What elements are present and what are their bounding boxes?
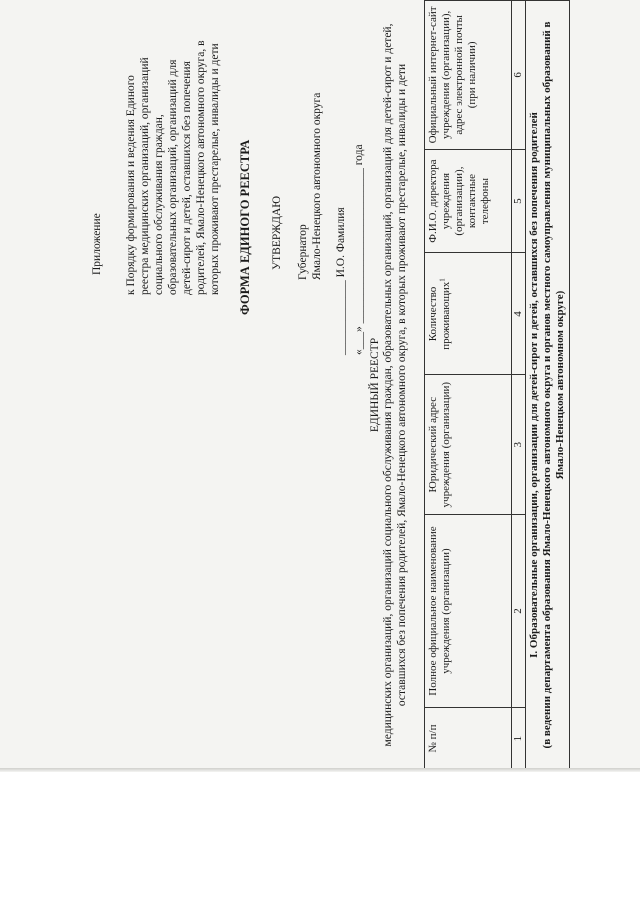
column-number-row <box>512 1 526 770</box>
section-note: (в ведении департамента образования Ямало-Ненецкого автономного округа и органов местного самоуправления муниципальных образований в Ямало-Ненецком автономном округе) <box>541 21 566 749</box>
section-title: I. Образовательные организации, организации для детей-сирот и детей, оставшихся без попечения родителей <box>528 112 540 658</box>
header-address: Юридический адрес учреждения (организации) <box>425 375 512 514</box>
column-number: 4 <box>512 253 526 375</box>
header-director: Ф.И.О. директора учреждения (организации), контактные телефоны <box>425 149 512 253</box>
registry-subtitle: медицинских организаций, организаций социального обслуживания граждан, образовательных организаций, организаций для детей-сирот и детей, оставшихся без попечения родителей, Ямало-Ненецкого автономного округа, в которых проживают престарелые, инвалиды и дети <box>382 23 408 747</box>
header-residents <box>425 253 512 375</box>
appendix-reference: к Порядку формирования и ведения Единого реестра медицинских организаций, организаций социального обслуживания граждан, образовательных организаций, организаций для детей-сирот и детей, оставшихся без попечения родителей, Ямало-Ненецкого автономного округа, в которых проживают престарелые, инвалиды и дети <box>125 40 221 295</box>
appendix-label: Приложение <box>91 213 103 275</box>
section-cell <box>526 1 570 770</box>
approval-heading: УТВЕРЖДАЮ <box>271 195 283 270</box>
date-line: «___» ___________________________ года <box>353 144 365 355</box>
form-title: ФОРМА ЕДИНОГО РЕЕСТРА <box>238 139 252 315</box>
approval-position: Губернатор <box>297 224 309 280</box>
column-number: 3 <box>512 375 526 514</box>
footnote-mark: 1 <box>438 278 447 282</box>
approval-region: Ямало-Ненецкого автономного округа <box>311 92 323 280</box>
registry-table <box>424 0 570 770</box>
column-number: 1 <box>512 708 526 770</box>
header-residents-text: Количество проживающих <box>427 281 452 350</box>
table-header-row <box>425 1 512 770</box>
column-number: 2 <box>512 514 526 707</box>
column-number: 6 <box>512 1 526 150</box>
scan-edge-shadow <box>0 768 640 772</box>
column-number: 5 <box>512 149 526 253</box>
header-name: Полное официальное наименование учреждения (организации) <box>425 514 512 707</box>
registry-title: ЕДИНЫЙ РЕЕСТР <box>369 337 381 433</box>
section-row <box>526 1 570 770</box>
header-number: № п/п <box>425 708 512 770</box>
header-website: Официальный интернет-сайт учреждения (организации), адрес электронной почты (при наличии) <box>425 1 512 150</box>
signature-line: _____________ И.О. Фамилия <box>335 207 347 355</box>
